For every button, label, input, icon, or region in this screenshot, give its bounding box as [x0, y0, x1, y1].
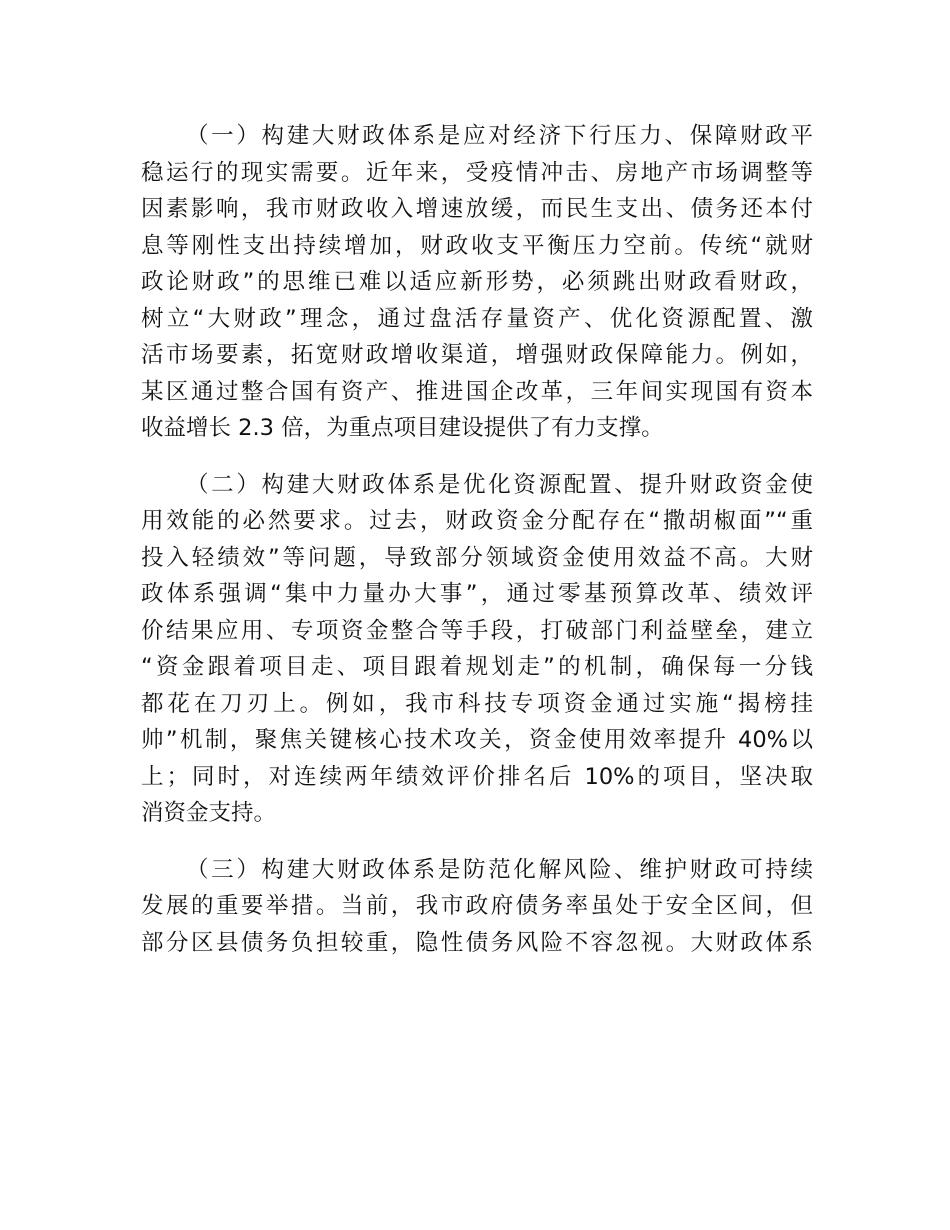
paragraph-line: 帅”机制，聚焦关键核心技术攻关，资金使用效率提升 40%以: [141, 727, 813, 753]
paragraph-line: “资金跟着项目走、项目跟着规划走”的机制，确保每一分钱: [141, 654, 813, 680]
paragraph-2: [141, 467, 813, 832]
paragraph-line: 活市场要素，拓宽财政增收渠道，增强财政保障能力。例如，: [141, 342, 813, 368]
paragraph-line: 稳运行的现实需要。近年来，受疫情冲击、房地产市场调整等: [141, 159, 813, 186]
paragraph-line: 因素影响，我市财政收入增速放缓，而民生支出、债务还本付: [141, 196, 813, 222]
paragraph-line: 某区通过整合国有资产、推进国企改革，三年间实现国有资本: [141, 378, 813, 405]
paragraph-1: [141, 118, 813, 447]
paragraph-3: [141, 852, 813, 962]
paragraph-line: 上；同时，对连续两年绩效评价排名后 10%的项目，坚决取: [141, 763, 813, 790]
paragraph-line: 投入轻绩效”等问题，导致部分领域资金使用效益不高。大财: [141, 544, 813, 571]
paragraph-line: 价结果应用、专项资金整合等手段，打破部门利益壁垒，建立: [141, 617, 813, 644]
paragraph-line: 发展的重要举措。当前，我市政府债务率虽处于安全区间，但: [141, 893, 813, 919]
paragraph-line: 消资金支持。: [141, 800, 277, 826]
paragraph-line: 收益增长 2.3 倍，为重点项目建设提供了有力支撑。: [141, 415, 664, 441]
paragraph-line: 部分区县债务负担较重，隐性债务风险不容忽视。大财政体系: [141, 929, 813, 956]
paragraph-line: 树立“大财政”理念，通过盘活存量资产、优化资源配置、激: [141, 305, 813, 332]
paragraph-line: 都花在刀刃上。例如，我市科技专项资金通过实施“揭榜挂: [141, 690, 813, 717]
paragraph-line: （三）构建大财政体系是防范化解风险、维护财政可持续: [186, 856, 813, 883]
paragraph-line: （一）构建大财政体系是应对经济下行压力、保障财政平: [186, 123, 813, 149]
paragraph-line: 政体系强调“集中力量办大事”，通过零基预算改革、绩效评: [141, 581, 813, 607]
paragraph-line: 政论财政”的思维已难以适应新形势，必须跳出财政看财政，: [141, 269, 813, 295]
document-body: [141, 118, 813, 981]
paragraph-line: 息等刚性支出持续增加，财政收支平衡压力空前。传统“就财: [141, 232, 813, 259]
paragraph-line: （二）构建大财政体系是优化资源配置、提升财政资金使: [186, 471, 813, 498]
paragraph-line: 用效能的必然要求。过去，财政资金分配存在“撒胡椒面”“重: [141, 508, 813, 534]
